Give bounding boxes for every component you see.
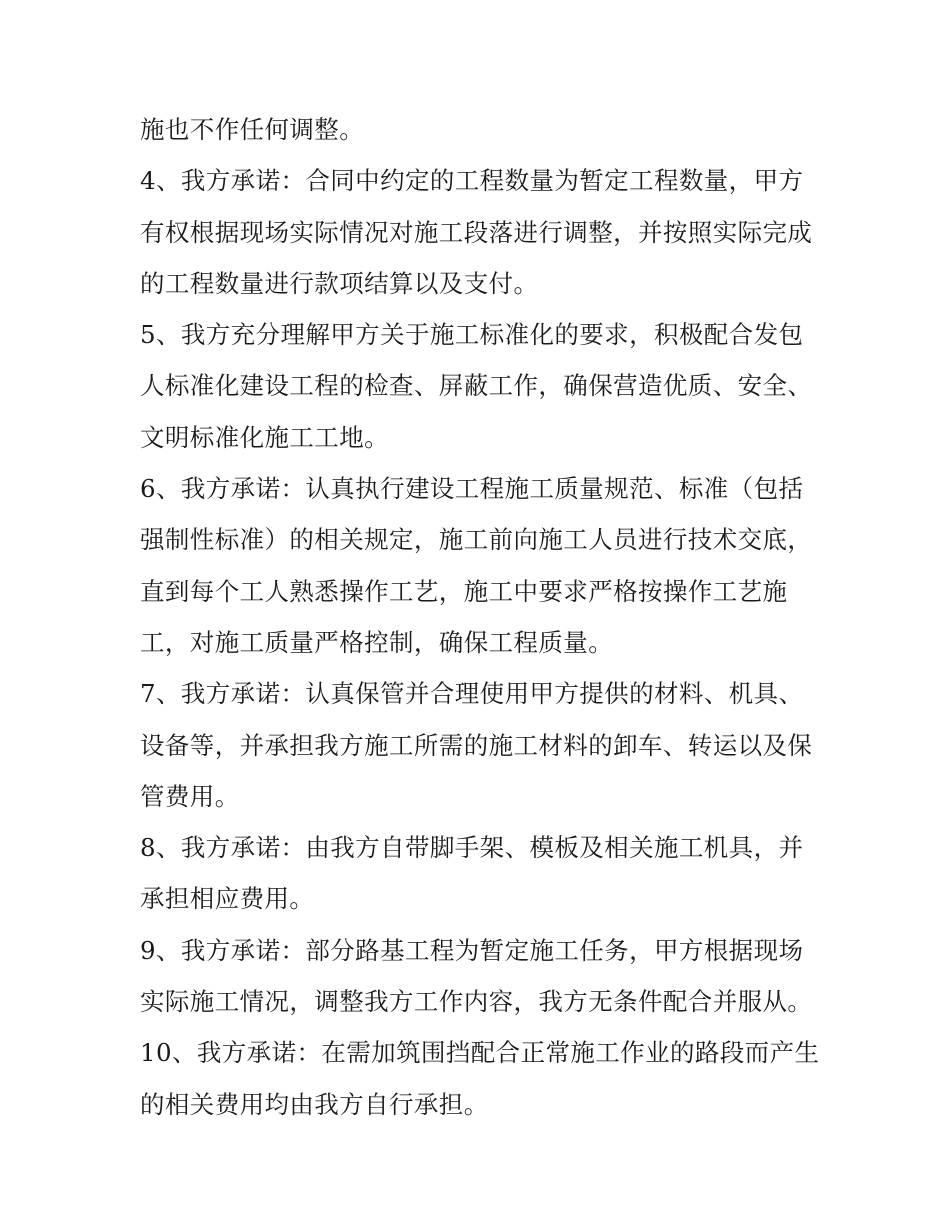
- text-line: 4、我方承诺：合同中约定的工程数量为暂定工程数量，甲方: [140, 166, 804, 196]
- text-line: 人标准化建设工程的检查、屏蔽工作，确保营造优质、安全、: [140, 371, 813, 401]
- text-line: 实际施工情况，调整我方工作内容，我方无条件配合并服从。: [140, 987, 813, 1017]
- text-line: 10、我方承诺：在需加筑围挡配合正常施工作业的路段而产生: [140, 1038, 820, 1068]
- text-line: 管费用。: [140, 781, 240, 811]
- text-line: 8、我方承诺：由我方自带脚手架、模板及相关施工机具，并: [140, 833, 804, 863]
- text-line: 强制性标准）的相关规定，施工前向施工人员进行技术交底，: [140, 525, 813, 555]
- text-line: 施也不作任何调整。: [140, 115, 365, 144]
- text-line: 7、我方承诺：认真保管并合理使用甲方提供的材料、机具、: [140, 679, 804, 709]
- text-line: 承担相应费用。: [140, 884, 315, 914]
- text-line: 直到每个工人熟悉操作工艺，施工中要求严格按操作工艺施: [140, 576, 788, 606]
- text-line: 设备等，并承担我方施工所需的施工材料的卸车、转运以及保: [140, 730, 813, 760]
- text-line: 6、我方承诺：认真执行建设工程施工质量规范、标准（包括: [140, 474, 804, 504]
- text-line: 有权根据现场实际情况对施工段落进行调整，并按照实际完成: [140, 217, 813, 247]
- text-line: 工，对施工质量严格控制，确保工程质量。: [140, 627, 614, 657]
- text-line: 的工程数量进行款项结算以及支付。: [140, 268, 539, 298]
- document-body: [140, 104, 820, 1130]
- text-line: 的相关费用均由我方自行承担。: [140, 1089, 489, 1119]
- text-line: 文明标准化施工工地。: [140, 422, 389, 452]
- text-line: 5、我方充分理解甲方关于施工标准化的要求，积极配合发包: [140, 320, 804, 350]
- text-line: 9、我方承诺：部分路基工程为暂定施工任务，甲方根据现场: [140, 935, 804, 965]
